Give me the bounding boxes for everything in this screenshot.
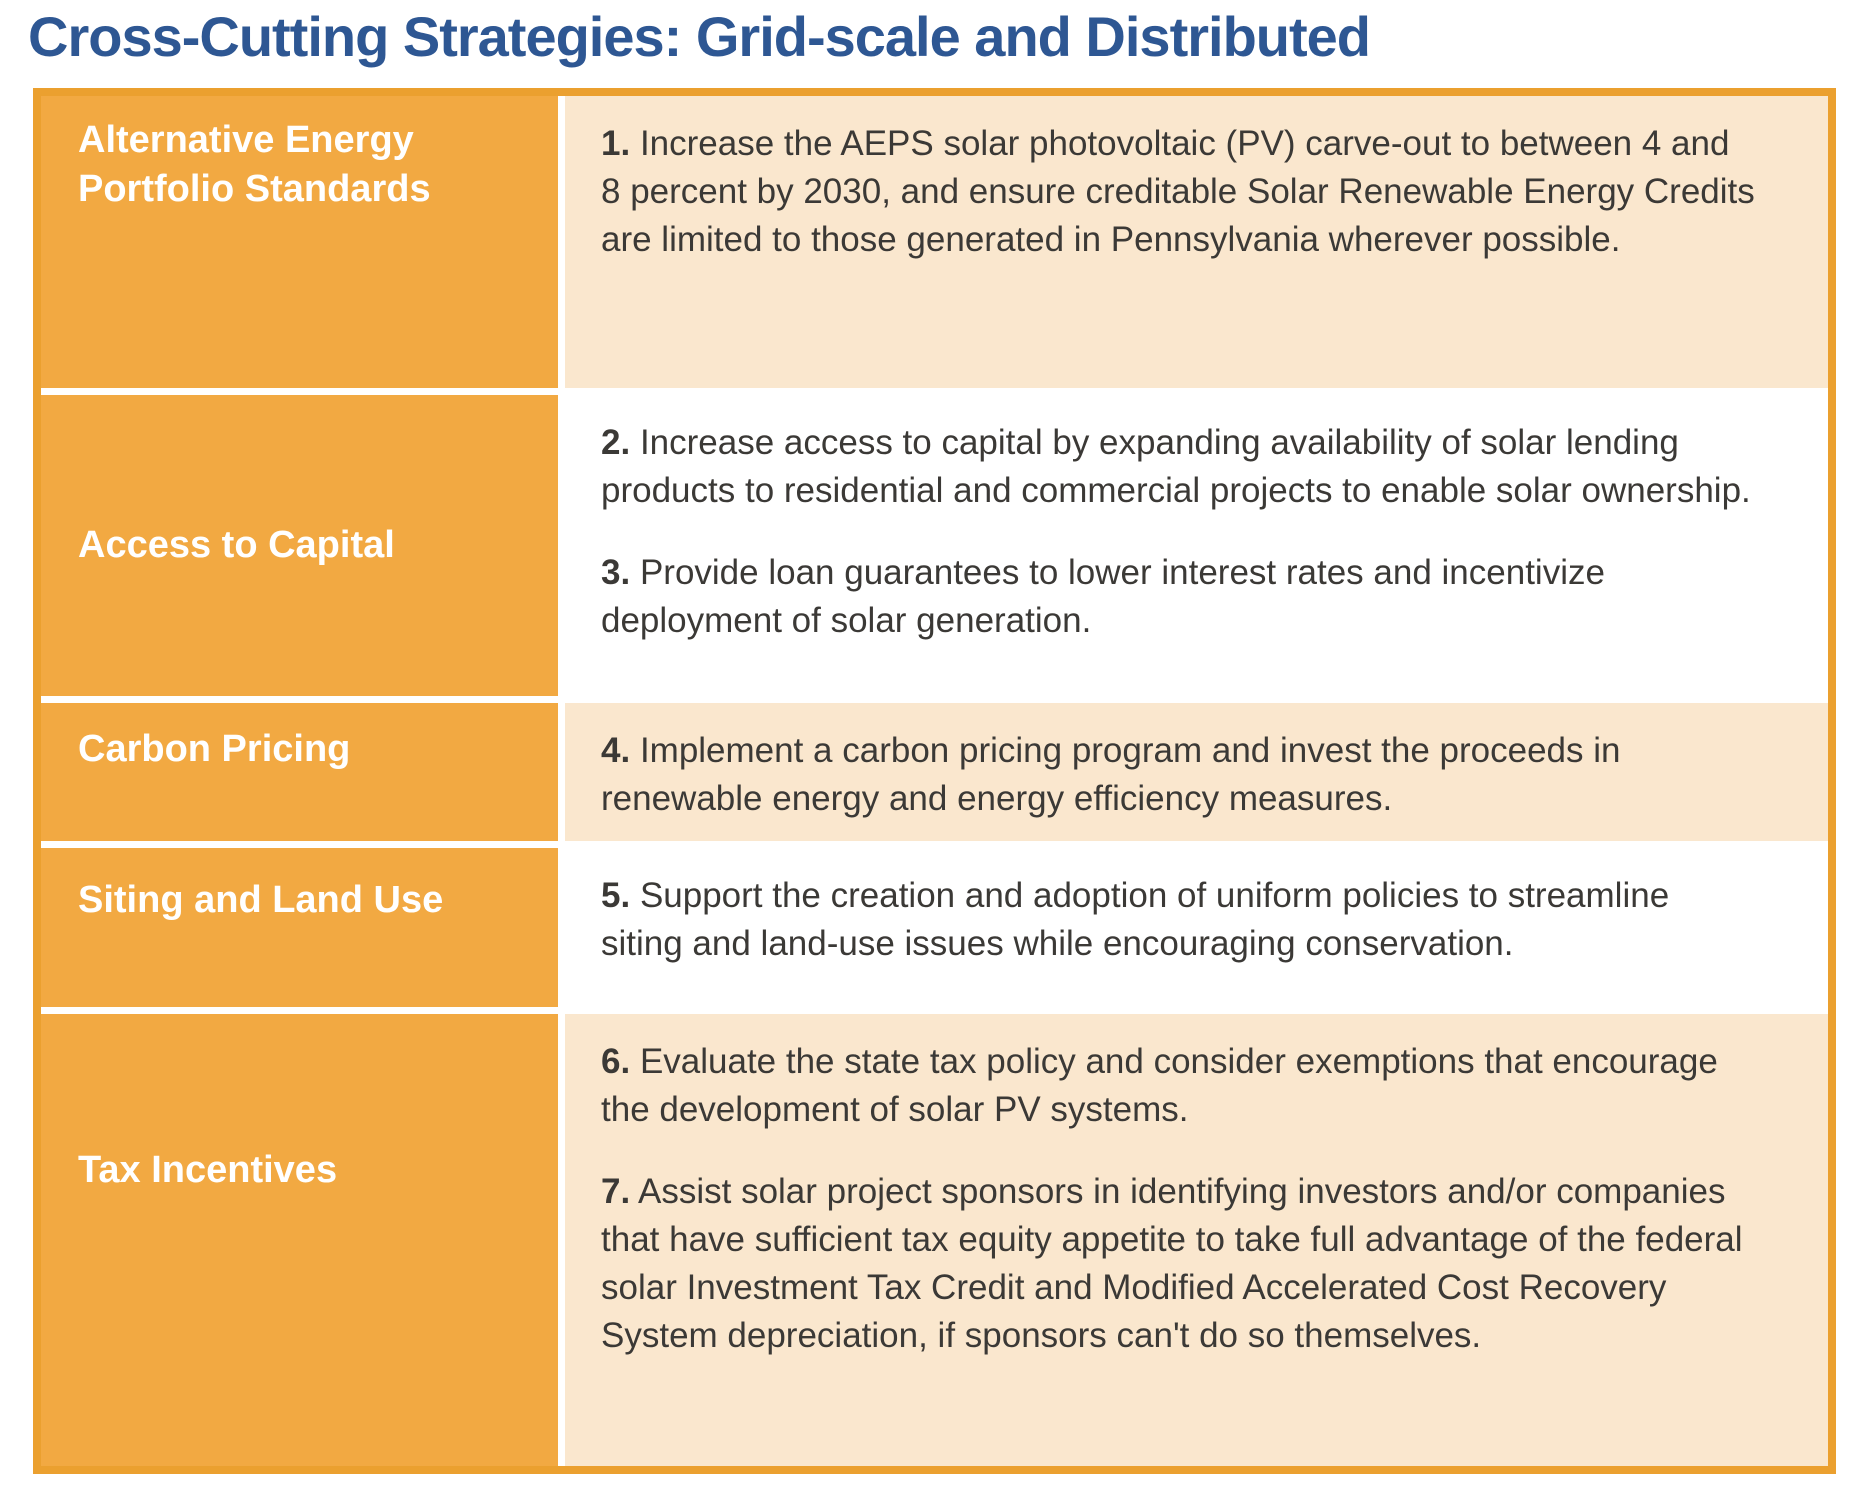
description-cell-aeps bbox=[565, 96, 1828, 388]
item-text: Increase the AEPS solar photovoltaic (PV) carve-out to between 4 and 8 percent by 2030, and ensure creditable Solar Renewable Energy Credits are limited to those generated in Pennsylvania wherever possible. bbox=[601, 124, 1755, 259]
category-cell-siting bbox=[41, 848, 558, 1007]
category-cell-tax bbox=[41, 1014, 558, 1466]
strategy-item bbox=[601, 1168, 1758, 1360]
category-label: Tax Incentives bbox=[78, 1149, 338, 1191]
category-cell-aeps bbox=[41, 96, 558, 388]
item-number: 7. bbox=[601, 1171, 631, 1211]
strategy-item bbox=[601, 727, 1758, 823]
item-number: 3. bbox=[601, 552, 631, 592]
item-number: 5. bbox=[601, 876, 631, 915]
item-number: 4. bbox=[601, 731, 631, 770]
item-text: Assist solar project sponsors in identifying investors and/or companies that have sufficient tax equity appetite to take full advantage of the federal solar Investment Tax Credit and Modified Accelerated Cost Recovery System depreciation, if sponsors can't do so themselves. bbox=[601, 1171, 1743, 1355]
page-title: Cross-Cutting Strategies: Grid-scale and Distributed bbox=[28, 5, 1370, 68]
category-cell-carbon bbox=[41, 703, 558, 841]
item-number: 1. bbox=[601, 124, 631, 163]
strategy-item bbox=[601, 872, 1758, 968]
strategies-table bbox=[33, 88, 1836, 1474]
description-cell-carbon bbox=[565, 703, 1828, 841]
item-text: Implement a carbon pricing program and invest the proceeds in renewable energy and energy efficiency measures. bbox=[601, 731, 1621, 818]
category-label: Access to Capital bbox=[78, 523, 395, 566]
description-cell-siting bbox=[565, 848, 1828, 1007]
strategy-item bbox=[601, 549, 1758, 645]
description-cell-capital bbox=[565, 395, 1828, 696]
strategy-item bbox=[601, 419, 1758, 515]
item-text: Support the creation and adoption of uniform policies to streamline siting and land-use issues while encouraging conservation. bbox=[601, 876, 1670, 963]
item-text: Evaluate the state tax policy and consider exemptions that encourage the development of solar PV systems. bbox=[601, 1042, 1718, 1129]
strategy-item bbox=[601, 1038, 1758, 1134]
item-number: 6. bbox=[601, 1042, 631, 1081]
category-cell-capital bbox=[41, 395, 558, 696]
category-label: Siting and Land Use bbox=[78, 879, 444, 921]
strategy-item bbox=[601, 120, 1758, 264]
item-text: Increase access to capital by expanding availability of solar lending products to residential and commercial projects to enable solar ownership. bbox=[601, 423, 1751, 510]
category-label: Alternative Energy Portfolio Standards bbox=[78, 119, 431, 211]
item-number: 2. bbox=[601, 423, 631, 462]
category-label: Carbon Pricing bbox=[78, 728, 351, 770]
description-cell-tax bbox=[565, 1014, 1828, 1466]
item-text: Provide loan guarantees to lower interest rates and incentivize deployment of solar generation. bbox=[601, 552, 1605, 640]
